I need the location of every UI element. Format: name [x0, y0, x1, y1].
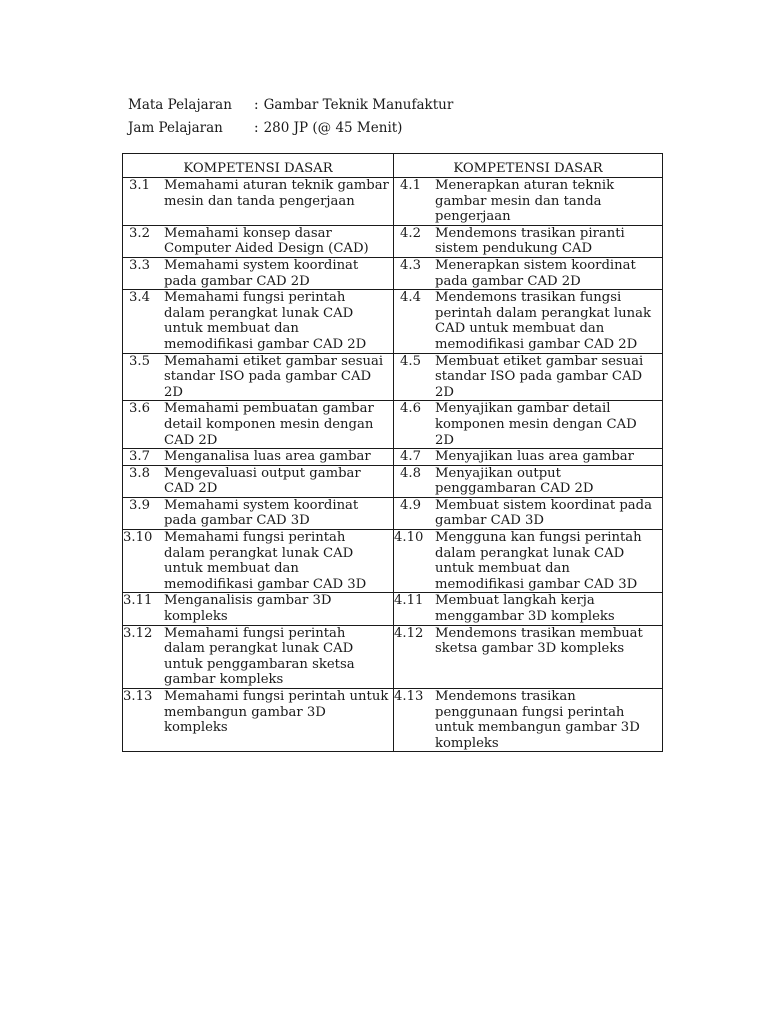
basic-competency-skill-cell: [394, 593, 663, 625]
basic-competency-knowledge-cell: [123, 593, 394, 625]
basic-competency-knowledge-cell: [123, 689, 394, 752]
competency-text: Membuat sistem koordinat pada gambar CAD 3D: [435, 497, 652, 529]
competency-text: Memahami pembuatan gambar detail komponen mesin dengan CAD 2D: [164, 401, 374, 448]
basic-competency-skill-cell: [394, 625, 663, 688]
competency-text: Menganalisis gambar 3D kompleks: [164, 593, 332, 625]
basic-competency-skill-cell: [394, 353, 663, 401]
right-column-header: KOMPETENSI DASAR: [394, 154, 663, 178]
competency-number: 4.8: [400, 465, 421, 481]
document-header: [128, 94, 453, 140]
competency-text: Mendemons trasikan fungsi perintah dalam perangkat lunak CAD untuk membuat dan memodifikasi gambar CAD 2D: [435, 290, 651, 352]
competency-number: 3.4: [129, 290, 150, 306]
basic-competency-skill-cell: [394, 530, 663, 593]
table-row: [123, 290, 663, 353]
table-body: [123, 178, 663, 752]
table-row: [123, 353, 663, 401]
subject-row: [128, 94, 453, 117]
competency-text: Menerapkan sistem koordinat pada gambar CAD 2D: [435, 257, 636, 289]
competency-number: 3.6: [129, 401, 150, 417]
competency-text: Menyajikan gambar detail komponen mesin dengan CAD 2D: [435, 401, 637, 448]
competency-number: 4.9: [400, 497, 421, 513]
basic-competency-knowledge-cell: [123, 401, 394, 449]
table-row: [123, 225, 663, 257]
competency-number: 3.8: [129, 465, 150, 481]
table-row: [123, 401, 663, 449]
competency-text: Mengguna kan fungsi perintah dalam perangkat lunak CAD untuk membuat dan memodifikasi gambar CAD 3D: [435, 530, 642, 592]
basic-competency-skill-cell: [394, 497, 663, 529]
competency-text: Memahami etiket gambar sesuai standar ISO pada gambar CAD 2D: [164, 353, 384, 400]
left-column-header: KOMPETENSI DASAR: [123, 154, 394, 178]
hours-value: 280 JP (@ 45 Menit): [263, 120, 403, 136]
table-row: [123, 497, 663, 529]
competency-text: Mendemons trasikan penggunaan fungsi perintah untuk membangun gambar 3D kompleks: [435, 689, 640, 751]
competency-text: Mendemons trasikan piranti sistem pendukung CAD: [435, 225, 625, 257]
competency-text: Memahami system koordinat pada gambar CAD 2D: [164, 257, 359, 289]
competency-text: Menerapkan aturan teknik gambar mesin dan tanda pengerjaan: [435, 178, 615, 225]
basic-competency-knowledge-cell: [123, 257, 394, 289]
table-row: [123, 178, 663, 226]
basic-competency-skill-cell: [394, 178, 663, 226]
competency-table: [122, 153, 663, 752]
basic-competency-skill-cell: [394, 225, 663, 257]
subject-value: Gambar Teknik Manufaktur: [263, 97, 454, 113]
competency-number: 3.1: [129, 178, 150, 193]
basic-competency-knowledge-cell: [123, 449, 394, 466]
basic-competency-skill-cell: [394, 290, 663, 353]
basic-competency-knowledge-cell: [123, 353, 394, 401]
competency-text: Memahami aturan teknik gambar mesin dan tanda pengerjaan: [164, 178, 389, 209]
competency-text: Memahami konsep dasar Computer Aided Design (CAD): [164, 225, 369, 257]
basic-competency-skill-cell: [394, 257, 663, 289]
competency-text: Membuat langkah kerja menggambar 3D kompleks: [435, 593, 615, 625]
competency-text: Memahami fungsi perintah dalam perangkat lunak CAD untuk membuat dan memodifikasi gambar CAD 3D: [164, 530, 367, 592]
competency-text: Menyajikan output penggambaran CAD 2D: [435, 465, 594, 497]
competency-text: Memahami system koordinat pada gambar CAD 3D: [164, 497, 359, 529]
competency-number: 4.2: [400, 225, 421, 241]
basic-competency-knowledge-cell: [123, 225, 394, 257]
basic-competency-knowledge-cell: [123, 530, 394, 593]
table-row: [123, 593, 663, 625]
table-header-row: [123, 154, 663, 178]
competency-number: 3.10: [123, 530, 153, 546]
competency-number: 4.12: [394, 625, 424, 641]
competency-number: 4.5: [400, 353, 421, 369]
basic-competency-knowledge-cell: [123, 290, 394, 353]
basic-competency-skill-cell: [394, 689, 663, 752]
basic-competency-knowledge-cell: [123, 178, 394, 226]
competency-text: Memahami fungsi perintah untuk membangun gambar 3D kompleks: [164, 689, 389, 736]
competency-number: 3.2: [129, 225, 150, 241]
basic-competency-skill-cell: [394, 465, 663, 497]
hours-label: Jam Pelajaran: [128, 120, 223, 136]
hours-row: [128, 117, 453, 140]
competency-number: 4.1: [400, 178, 421, 193]
competency-number: 3.13: [123, 689, 153, 704]
competency-number: 4.10: [394, 530, 424, 546]
competency-number: 4.7: [400, 449, 421, 465]
competency-number: 3.7: [129, 449, 150, 465]
hours-separator: :: [254, 120, 259, 136]
competency-text: Memahami fungsi perintah dalam perangkat lunak CAD untuk membuat dan memodifikasi gambar CAD 2D: [164, 290, 367, 352]
competency-text: Mendemons trasikan membuat sketsa gambar 3D kompleks: [435, 625, 643, 657]
basic-competency-skill-cell: [394, 401, 663, 449]
competency-number: 4.4: [400, 290, 421, 306]
competency-text: Menganalisa luas area gambar: [164, 449, 371, 465]
competency-text: Mengevaluasi output gambar CAD 2D: [164, 465, 361, 497]
subject-label: Mata Pelajaran: [128, 97, 232, 113]
competency-number: 3.3: [129, 257, 150, 273]
basic-competency-knowledge-cell: [123, 497, 394, 529]
table-row: [123, 530, 663, 593]
basic-competency-skill-cell: [394, 449, 663, 466]
competency-number: 3.9: [129, 497, 150, 513]
competency-number: 4.11: [394, 593, 424, 609]
competency-number: 3.11: [123, 593, 153, 609]
table-row: [123, 625, 663, 688]
basic-competency-knowledge-cell: [123, 465, 394, 497]
table-row: [123, 689, 663, 752]
subject-separator: :: [254, 97, 259, 113]
competency-number: 4.13: [394, 689, 424, 704]
table-row: [123, 449, 663, 466]
competency-number: 4.6: [400, 401, 421, 417]
table-row: [123, 257, 663, 289]
competency-number: 3.12: [123, 625, 153, 641]
competency-number: 3.5: [129, 353, 150, 369]
basic-competency-knowledge-cell: [123, 625, 394, 688]
competency-text: Menyajikan luas area gambar: [435, 449, 634, 465]
competency-text: Membuat etiket gambar sesuai standar ISO pada gambar CAD 2D: [435, 353, 644, 400]
competency-text: Memahami fungsi perintah dalam perangkat lunak CAD untuk penggambaran sketsa gambar kompleks: [164, 625, 355, 688]
competency-number: 4.3: [400, 257, 421, 273]
table-row: [123, 465, 663, 497]
